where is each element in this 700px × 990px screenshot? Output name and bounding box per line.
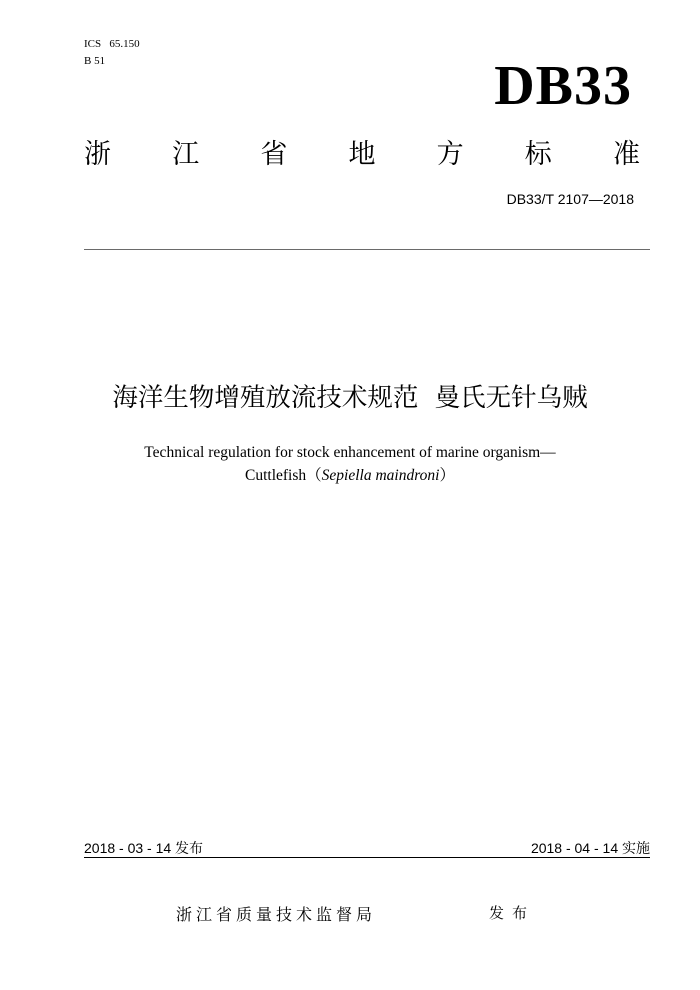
title-chinese-text: 海洋生物增殖放流技术规范 曼氏无针乌贼 xyxy=(112,383,588,413)
title-english xyxy=(0,441,700,487)
title-english-suffix: ） xyxy=(439,467,455,484)
standard-type-char: 浙 xyxy=(84,139,111,170)
standard-logo: DB33 xyxy=(494,55,632,117)
title-english-line2 xyxy=(0,464,700,487)
title-chinese xyxy=(0,380,700,416)
classification-codes xyxy=(84,36,140,70)
issue-label: 发布 xyxy=(489,904,536,922)
implementation-date: 2018 - 04 - 14 实施 xyxy=(530,840,650,856)
standard-type-char: 地 xyxy=(348,139,376,170)
publish-date: 2018 - 03 - 14 发布 xyxy=(84,840,204,856)
ics-code: ICS 65.150 xyxy=(84,38,140,50)
standard-type-heading xyxy=(84,137,640,173)
title-english-line1: Technical regulation for stock enhancement of marine organism— xyxy=(144,444,556,461)
standard-type-char: 江 xyxy=(172,139,200,170)
header-divider xyxy=(84,249,650,250)
standard-type-char: 准 xyxy=(612,139,640,170)
standard-type-char: 标 xyxy=(524,139,552,170)
standard-type-char: 省 xyxy=(260,139,288,170)
issuing-authority: 浙江省质量技术监督局 xyxy=(176,905,377,924)
ccs-code: B 51 xyxy=(84,55,106,67)
title-english-prefix: Cuttlefish（ xyxy=(245,467,322,484)
standard-type-char: 方 xyxy=(436,139,464,170)
standard-number: DB33/T 2107—2018 xyxy=(506,191,634,207)
species-name: Sepiella maindroni xyxy=(321,467,440,484)
footer-divider xyxy=(84,857,650,858)
